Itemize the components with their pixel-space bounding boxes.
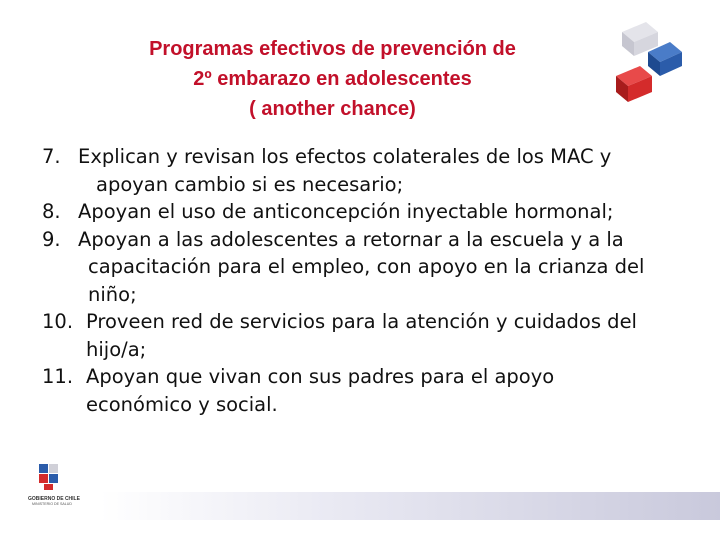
gobierno-logo-icon xyxy=(612,18,692,108)
item-text-line: hijo/a; xyxy=(86,337,147,361)
item-text-line: Explican y revisan los efectos colaterales de los MAC y xyxy=(78,145,612,168)
list-item xyxy=(42,198,692,226)
item-text-line: Apoyan a las adolescentes a retornar a la escuela y a la xyxy=(78,227,624,251)
item-text-line: Apoyan que vivan con sus padres para el apoyo xyxy=(86,365,555,388)
footer-band xyxy=(100,492,720,520)
item-text-line: Apoyan el uso de anticoncepción inyectable hormonal; xyxy=(78,200,614,223)
numbered-list xyxy=(42,143,692,418)
footer-emblem xyxy=(28,462,80,522)
item-number: 8. xyxy=(42,200,61,223)
title-line-3: ( another chance) xyxy=(249,98,416,120)
item-text-line: Proveen red de servicios para la atención y cuidados del xyxy=(86,310,637,333)
item-text-line: niño; xyxy=(88,282,137,306)
slide-title xyxy=(60,34,605,124)
emblem-caption: GOBIERNO DE CHILE xyxy=(28,496,80,502)
item-number: 9. xyxy=(42,227,61,251)
list-item xyxy=(42,226,692,309)
item-text-line: apoyan cambio si es necesario; xyxy=(96,172,404,196)
item-number: 10. xyxy=(42,310,74,333)
list-item xyxy=(42,143,692,198)
emblem-subcaption: MINISTERIO DE SALUD xyxy=(32,502,72,506)
title-line-1: Programas efectivos de prevención de xyxy=(149,38,516,60)
list-item xyxy=(42,308,692,363)
list-item xyxy=(42,363,692,418)
item-number: 7. xyxy=(42,145,61,168)
gobierno-emblem-icon xyxy=(36,462,66,492)
item-text-line: capacitación para el empleo, con apoyo en la crianza del xyxy=(88,255,645,278)
title-line-2: 2º embarazo en adolescentes xyxy=(193,68,472,90)
item-text-line: económico y social. xyxy=(86,392,278,416)
item-number: 11. xyxy=(42,365,74,388)
